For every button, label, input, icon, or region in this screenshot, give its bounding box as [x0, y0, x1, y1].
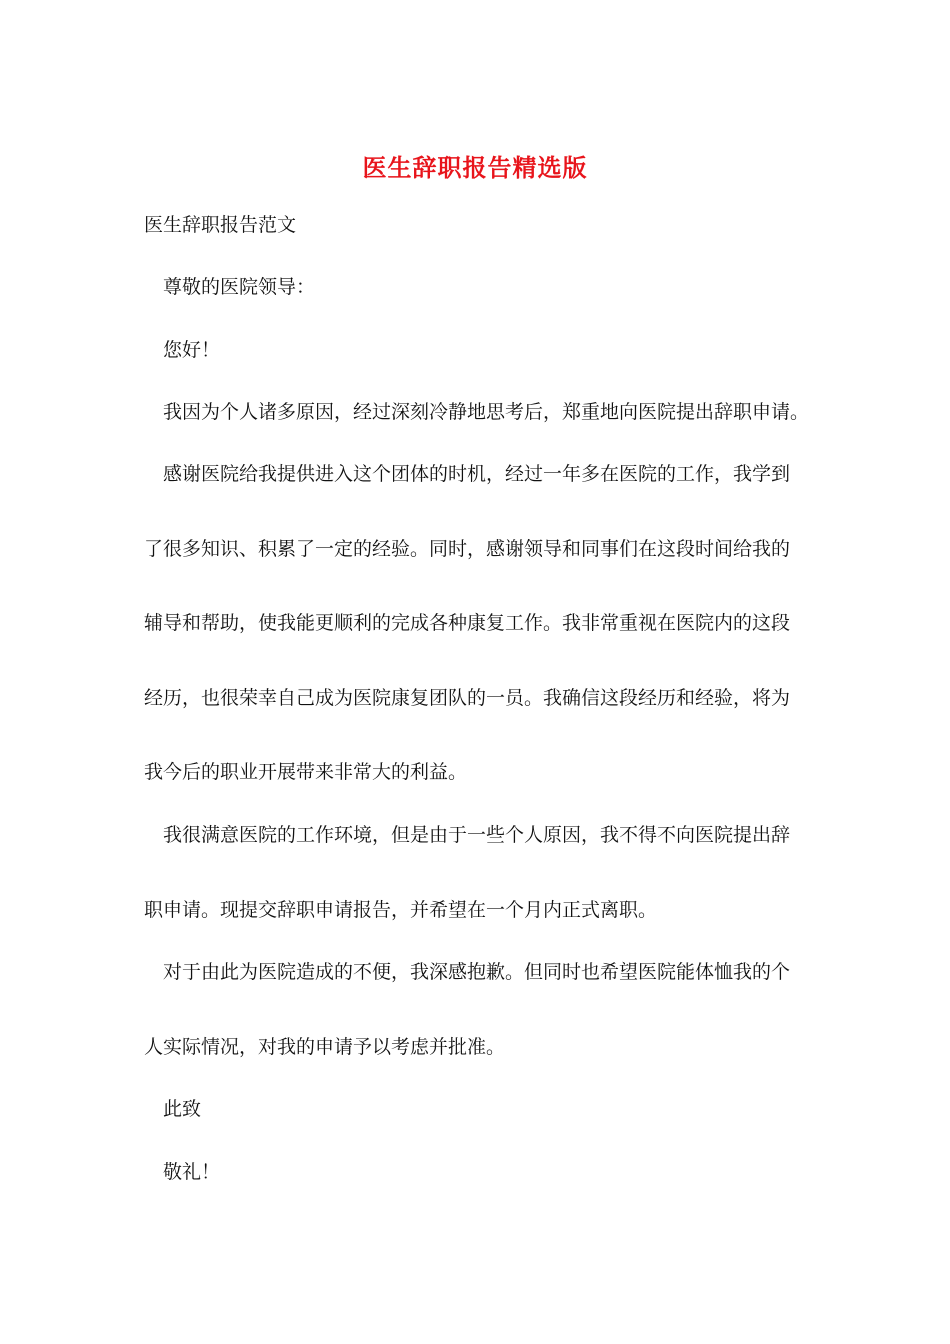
- document-title: 医生辞职报告精选版: [362, 153, 588, 182]
- body-line: 人实际情况，对我的申请予以考虑并批准。: [144, 1036, 506, 1058]
- body-line: 我因为个人诸多原因，经过深刻冷静地思考后，郑重地向医院提出辞职申请。: [163, 401, 810, 423]
- body-line: 职申请。现提交辞职申请报告，并希望在一个月内正式离职。: [144, 899, 658, 921]
- regards: 敬礼！: [163, 1161, 221, 1183]
- body-line: 我很满意医院的工作环境，但是由于一些个人原因，我不得不向医院提出辞: [163, 824, 791, 846]
- document-subtitle: 医生辞职报告范文: [144, 214, 297, 236]
- body-line: 经历，也很荣幸自己成为医院康复团队的一员。我确信这段经历和经验，将为: [144, 687, 791, 709]
- greeting: 您好！: [163, 339, 221, 361]
- body-line: 辅导和帮助，使我能更顺利的完成各种康复工作。我非常重视在医院内的这段: [144, 612, 791, 634]
- salutation: 尊敬的医院领导：: [163, 276, 316, 298]
- body-line: 我今后的职业开展带来非常大的利益。: [144, 761, 468, 783]
- closing: 此致: [163, 1098, 202, 1120]
- body-line: 了很多知识、积累了一定的经验。同时，感谢领导和同事们在这段时间给我的: [144, 538, 791, 560]
- body-line: 对于由此为医院造成的不便，我深感抱歉。但同时也希望医院能体恤我的个: [163, 961, 791, 983]
- body-line: 感谢医院给我提供进入这个团体的时机，经过一年多在医院的工作，我学到: [163, 463, 791, 485]
